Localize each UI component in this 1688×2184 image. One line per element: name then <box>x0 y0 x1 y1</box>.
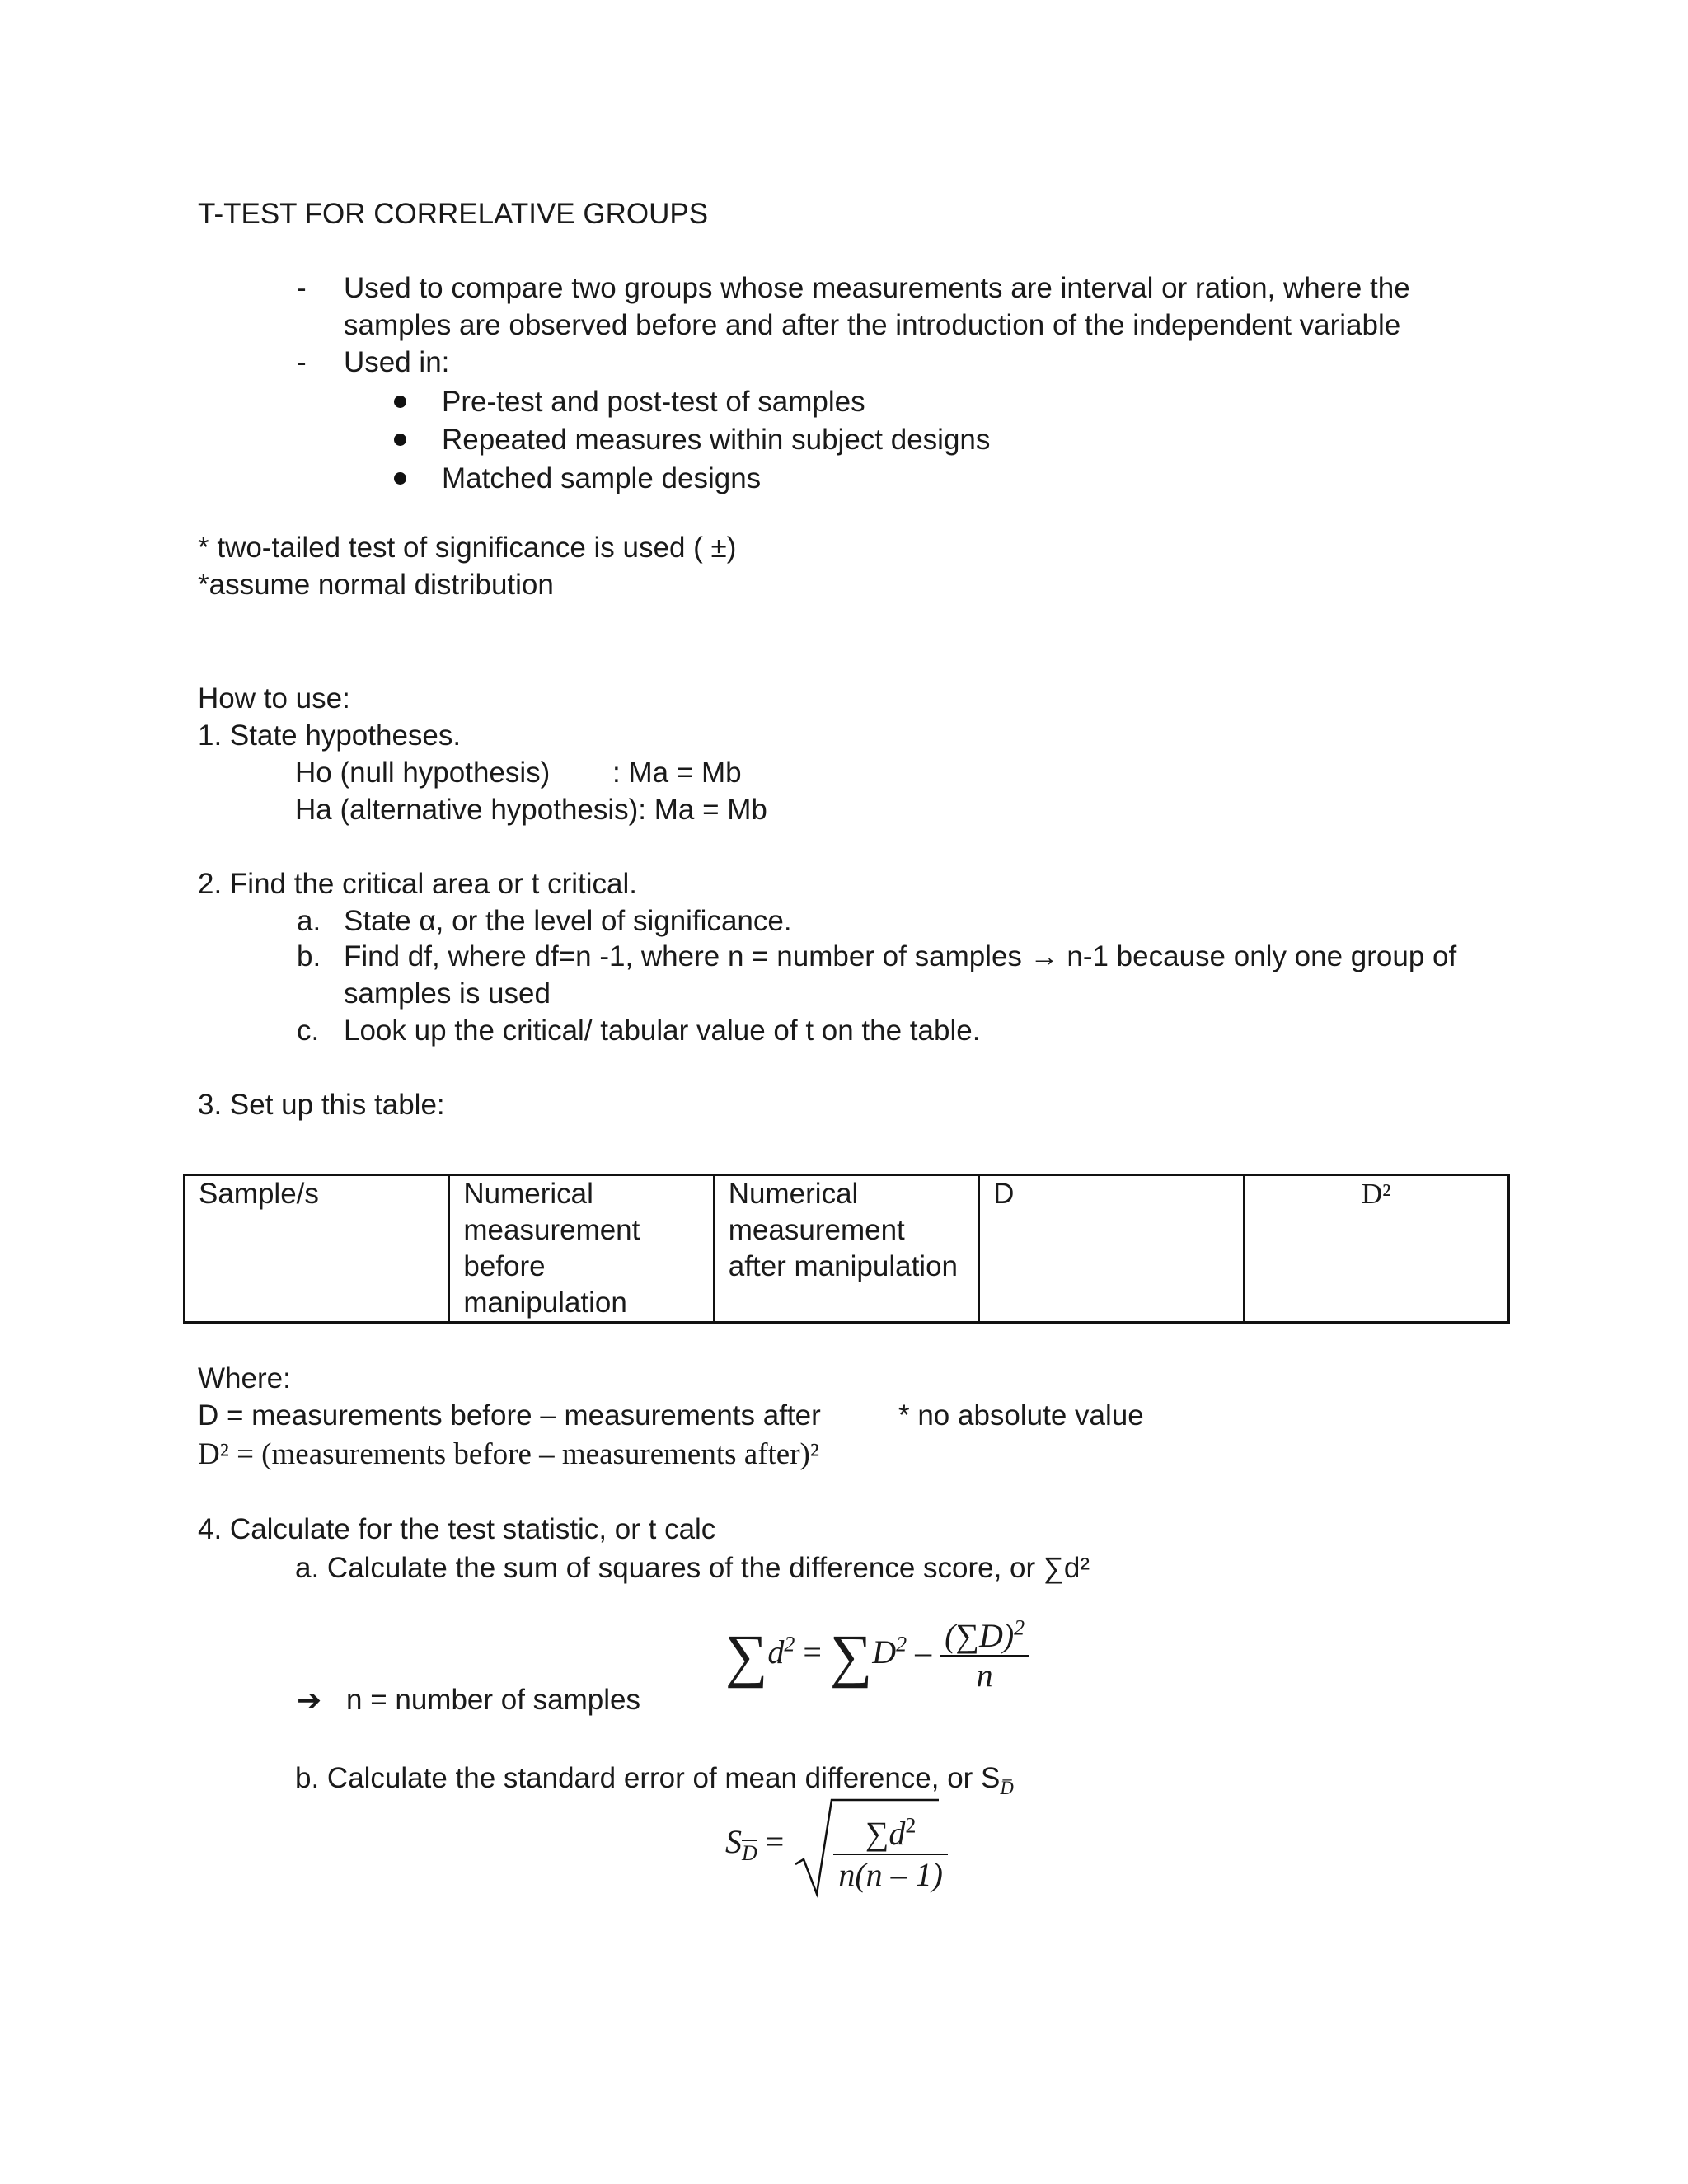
sum-d2-formula: $\sum d^2 = \sum D^2$ – $\frac{(\sum D)^2}{n}$ <box>725 1607 1029 1698</box>
table-header-after: Numerical measurement after manipulation <box>714 1175 978 1323</box>
n-note: n = number of samples <box>346 1684 640 1716</box>
step2-marker-a: a. <box>297 905 321 937</box>
step3-heading: 3. Set up this table: <box>198 1089 445 1121</box>
sqrt-icon: $\frac{\sum d^2}{n(n - 1)}$ <box>792 1792 948 1899</box>
table-header-d2: D² <box>1244 1175 1508 1323</box>
step4-a-text: a. Calculate the sum of squares of the difference score, or ∑d² <box>295 1552 1090 1584</box>
step2-item-b: Find df, where df=n -1, where n = number of samples → n-1 because only one group of <box>344 940 1457 972</box>
step2-item-c: Look up the critical/ tabular value of t on the table. <box>344 1015 981 1047</box>
intro-line: Used to compare two groups whose measurements are interval or ration, where the <box>344 272 1410 304</box>
page-title: T-TEST FOR CORRELATIVE GROUPS <box>198 198 709 230</box>
table-header-sample: Sample/s <box>185 1175 449 1323</box>
sigma-icon: ∑ <box>829 1622 873 1689</box>
intro-line: samples are observed before and after the introduction of the independent variable <box>344 309 1401 341</box>
d-note: * no absolute value <box>898 1399 1144 1432</box>
step2-item-a: State α, or the level of significance. <box>344 905 792 937</box>
step2-heading: 2. Find the critical area or t critical. <box>198 868 637 900</box>
step1-heading: 1. State hypotheses. <box>198 719 462 752</box>
bullet-icon <box>394 396 406 408</box>
sd-formula: $S_{\overline{D}}$ = $\frac{\sum d^2}{n(n - 1)}$ <box>725 1788 948 1896</box>
bullet-item: Repeated measures within subject designs <box>442 424 991 456</box>
step4-heading: 4. Calculate for the test statistic, or t calc <box>198 1513 716 1545</box>
dash-marker: - <box>297 272 307 304</box>
table-header-row <box>185 1175 1509 1323</box>
sigma-icon: ∑ <box>725 1622 768 1689</box>
note-normal: *assume normal distribution <box>198 569 554 601</box>
bullet-item: Matched sample designs <box>442 462 762 494</box>
ho-value: : Ma = Mb <box>612 757 742 789</box>
ha-line: Ha (alternative hypothesis): Ma = Mb <box>295 794 767 826</box>
table-header-d: D <box>979 1175 1244 1323</box>
where-heading: Where: <box>198 1362 291 1394</box>
step2-item-b-cont: samples is used <box>344 977 551 1010</box>
ho-label: Ho (null hypothesis) <box>295 757 551 789</box>
step4-b-sub: D̅ <box>1000 1778 1014 1798</box>
bullet-icon <box>394 472 406 485</box>
bullet-item: Pre-test and post-test of samples <box>442 386 865 418</box>
arrow-icon: ➔ <box>297 1683 322 1717</box>
step4-b-label: b. Calculate the standard error of mean difference, or S <box>295 1762 1001 1794</box>
intro-line: Used in: <box>344 346 450 378</box>
how-to-use-heading: How to use: <box>198 682 350 715</box>
step2-marker-c: c. <box>297 1015 320 1047</box>
dash-marker: - <box>297 346 307 378</box>
d-definition: D = measurements before – measurements after <box>198 1399 821 1432</box>
table-header-before: Numerical measurement before manipulation <box>449 1175 714 1323</box>
d2-definition: D² = (measurements before – measurements after)² <box>198 1437 819 1471</box>
note-two-tailed: * two-tailed test of significance is used ( ±) <box>198 532 737 564</box>
data-table <box>183 1174 1510 1324</box>
bullet-icon <box>394 434 406 446</box>
step2-marker-b: b. <box>297 940 321 972</box>
